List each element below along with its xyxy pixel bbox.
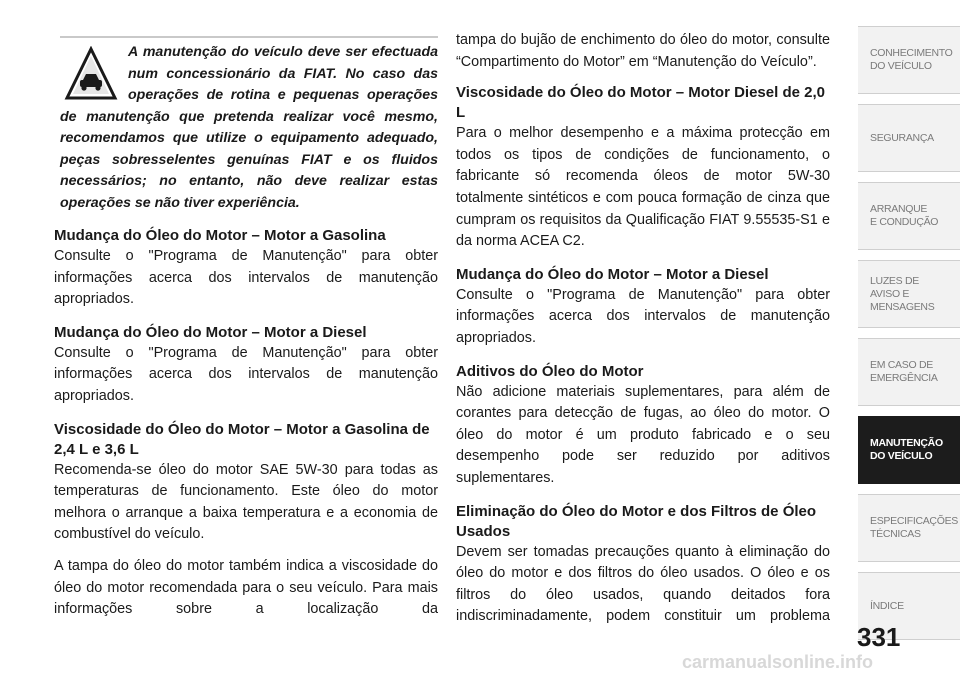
section-heading: Mudança do Óleo do Motor – Motor a Diesel [456, 265, 769, 283]
watermark: carmanualsonline.info [682, 652, 874, 672]
section-paragraph: Consulte o "Programa de Manutenção" para obter informações acerca dos intervalos de manutenção apropriados. [456, 286, 830, 346]
tab-label: ESPECIFICAÇÕES TÉCNICAS [870, 515, 958, 540]
tab-label: MANUTENÇÃO DO VEÍCULO [870, 437, 943, 462]
section-paragraph: Recomenda-se óleo do motor SAE 5W-30 para todas as temperaturas de funcionamento. Este óleo do motor melhora o arranque a baixa temperatura e a economia de combustível do veículo. [54, 461, 438, 543]
section-heading: Mudança do Óleo do Motor – Motor a Diesel [54, 323, 367, 341]
section-heading: Mudança do Óleo do Motor – Motor a Gasolina [54, 227, 386, 244]
warning-box [60, 36, 438, 214]
right-column [456, 30, 830, 628]
page-number: 331 [857, 622, 901, 652]
section-paragraph: Consulte o "Programa de Manutenção" para obter informações acerca dos intervalos de manutenção apropriados. [54, 248, 438, 308]
car-warning-icon [64, 46, 118, 104]
section-heading: Eliminação do Óleo do Motor e dos Filtros de Óleo Usados [456, 502, 817, 540]
tab-manutencao-do-veiculo[interactable] [858, 416, 960, 484]
section-heading: Viscosidade do Óleo do Motor – Motor a Gasolina de 2,4 L e 3,6 L [54, 420, 430, 458]
tab-label: ÍNDICE [870, 599, 904, 612]
tab-label: ARRANQUE E CONDUÇÃO [870, 203, 939, 228]
section-paragraph: Não adicione materiais suplementares, para além de corantes para detecção de fugas, ao óleo do motor. O óleo do motor é um produto fabricado e o seu desempenho pode ser reduzido por aditivos suplementares. [456, 383, 830, 486]
tab-em-caso-de-emergencia[interactable] [858, 338, 960, 406]
tab-label: CONHECIMENTO DO VEÍCULO [870, 47, 953, 72]
section-heading: Aditivos do Óleo do Motor [456, 362, 644, 380]
continued-paragraph: tampa do bujão de enchimento do óleo do motor, consulte “Compartimento do Motor” em “Manutenção do Veículo”. [456, 32, 830, 70]
section-paragraph: Devem ser tomadas precauções quanto à eliminação do óleo do motor e dos filtros do óleo usados. O óleo e os filtros do óleo usados, quando deitados fora indiscriminadamente, podem constituir um problema [456, 543, 830, 625]
tab-label: LUZES DE AVISO E MENSAGENS [870, 274, 935, 313]
tab-label: EM CASO DE EMERGÊNCIA [870, 359, 938, 384]
chapter-tabs [858, 26, 960, 626]
tab-conhecimento-do-veiculo[interactable] [858, 26, 960, 94]
tab-luzes-de-aviso[interactable] [858, 260, 960, 328]
section-paragraph: Consulte o "Programa de Manutenção" para obter informações acerca dos intervalos de manutenção apropriados. [54, 344, 438, 404]
tab-especificacoes-tecnicas[interactable] [858, 494, 960, 562]
section-paragraph: A tampa do óleo do motor também indica a viscosidade do óleo do motor recomendada para o seu veículo. Para mais informações sobre a localização da [54, 557, 438, 618]
warning-text: A manutenção do veículo deve ser efectuada num concessionário da FIAT. No caso das operações de rotina e pequenas operações de manutenção que pretenda realizar você mesmo, recomendamos que utilize o equipamento adequado, peças sobresselentes genuínas FIAT e os fluidos necessários; no entanto, não deve realizar estas operações se não tiver experiência. [60, 44, 438, 211]
section-paragraph: Para o melhor desempenho e a máxima protecção em todos os tipos de condições de funcionamento, o fabricante só recomenda óleos de motor 5W-30 totalmente sintéticos e com pouca formação de cinza que cumpram os requisitos da Qualificação FIAT 9.55535-S1 e da norma ACEA C2. [456, 125, 830, 250]
section-heading: Viscosidade do Óleo do Motor – Motor Diesel de 2,0 L [456, 84, 825, 122]
tab-label: SEGURANÇA [870, 131, 934, 144]
tab-arranque-e-conducao[interactable] [858, 182, 960, 250]
left-column [54, 36, 438, 621]
tab-seguranca[interactable] [858, 104, 960, 172]
